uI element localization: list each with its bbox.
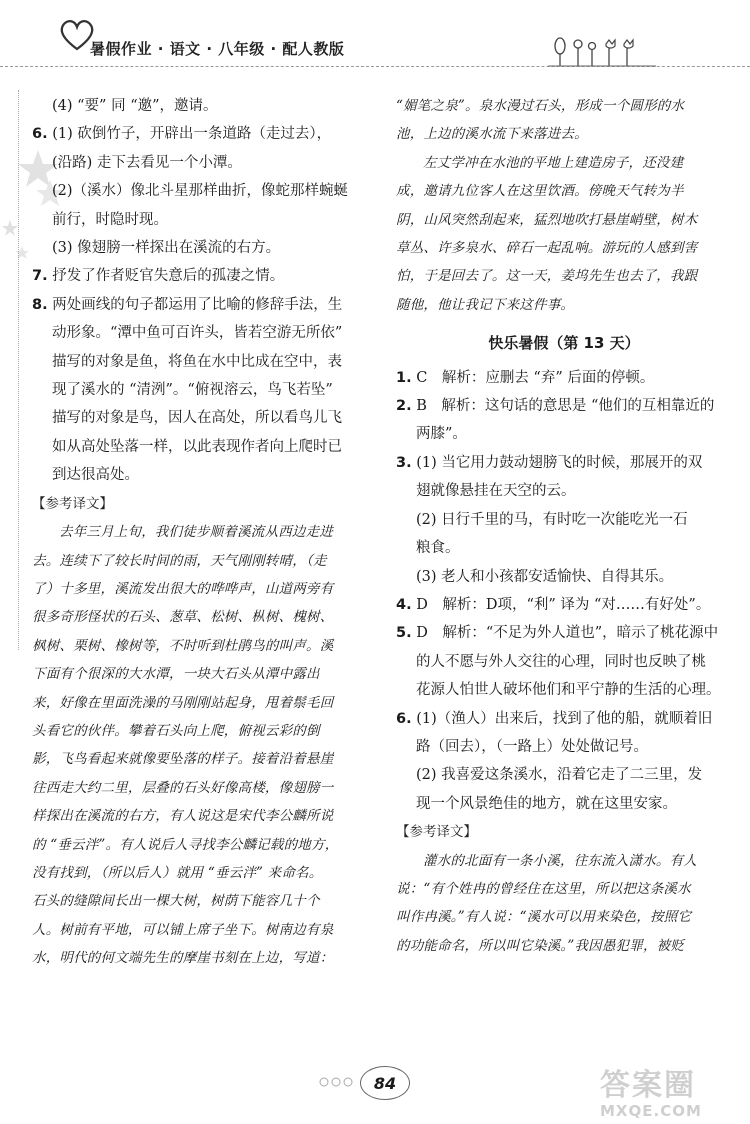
right-column xyxy=(396,92,732,960)
translation-line: 灌水的北面有一条小溪，往东流入潇水。有人 xyxy=(423,852,697,869)
translation-line: 随他，他让我记下来这件事。 xyxy=(396,296,575,313)
answer-line: (2) 日行千里的马，有时吃一次能吃光一石 xyxy=(416,511,688,528)
translation-line: 左丈学冲在水池的平地上建造房子，还没建 xyxy=(423,154,684,171)
answer-line: 翅就像悬挂在天空的云。 xyxy=(416,483,576,500)
translation-line: 样探出在溪流的右方，有人说这是宋代李公麟所说 xyxy=(32,808,334,825)
translation-line: 人。树前有平地，可以铺上席子坐下。树南边有泉 xyxy=(32,921,334,938)
translation-line: 说：“有个姓冉的曾经住在这里，所以把这条溪水 xyxy=(396,880,691,897)
answer-line: 花源人怕世人破坏他们和平宁静的生活的心理。 xyxy=(416,682,721,699)
translation-line: 了）十多里，溪流发出很大的哗哗声，山道两旁有 xyxy=(32,580,334,597)
reference-translation-label: 【参考译文】 xyxy=(396,824,477,841)
translation-line: 怕，于是回去了。这一天，姜坞先生也去了，我跟 xyxy=(396,268,698,285)
translation-line: 水，明代的何文端先生的摩崖书刻在上边，写道： xyxy=(32,950,334,967)
answer-line: 到达很高处。 xyxy=(52,467,139,484)
translation-line: 去。连续下了较长时间的雨，天气刚刚转晴，（走 xyxy=(32,552,327,569)
margin-dotted-line xyxy=(18,90,19,650)
watermark-logo xyxy=(600,1060,740,1120)
decorative-dots-icon xyxy=(318,1072,358,1092)
translation-line: 来，好像在里面洗澡的马刚刚站起身，甩着鬃毛回 xyxy=(32,694,334,711)
translation-line: 枫树、栗树、橡树等，不时听到杜鹃鸟的叫声。溪 xyxy=(32,637,334,654)
answer-line: (1) 砍倒竹子，开辟出一条道路（走过去）， xyxy=(52,126,332,143)
translation-line: 池，上边的溪水流下来落进去。 xyxy=(396,126,588,143)
question-number: 2. xyxy=(396,398,412,415)
answer-line: 两处画线的句子都运用了比喻的修辞手法，生 xyxy=(52,296,343,313)
translation-line: 往西走大约二里，层叠的石头好像高楼，像翅膀一 xyxy=(32,779,334,796)
translation-line: 很多奇形怪状的石头、葱草、松树、枞树、槐树、 xyxy=(32,609,334,626)
answer-line: (3) 像翅膀一样探出在溪流的右方。 xyxy=(52,240,281,257)
answer-line: D 解析：D项，“利” 译为 “对……有好处”。 xyxy=(416,596,711,613)
answer-line: (4) “要” 同 “邀”，邀请。 xyxy=(52,98,218,114)
translation-line: “媚笔之泉”。泉水漫过石头，形成一个圆形的水 xyxy=(396,98,685,114)
translation-line: 叫作冉溪。”有人说：“溪水可以用来染色，按照它 xyxy=(396,909,692,926)
question-number: 6. xyxy=(396,710,412,727)
answer-line: B 解析：这句话的意思是 “他们的互相靠近的 xyxy=(416,398,715,415)
answer-line: 如从高处坠落一样，以此表现作者向上爬时已 xyxy=(52,438,342,455)
answer-line: C 解析：应删去 “弃” 后面的停顿。 xyxy=(416,369,655,386)
translation-line: 的功能命名，所以叫它染溪。”我因愚犯罪，被贬 xyxy=(396,937,685,954)
question-number: 5. xyxy=(396,625,412,642)
reference-translation-label: 【参考译文】 xyxy=(32,495,113,512)
answer-line: 路（回去），（一路上）处处做记号。 xyxy=(416,738,648,755)
translation-line: 影，飞鸟看起来就像要坠落的样子。接着沿着悬崖 xyxy=(32,751,334,768)
translation-line: 去年三月上旬，我们徒步顺着溪流从西边走进 xyxy=(59,524,333,541)
answer-line: (1) 当它用力鼓动翅膀飞的时候，那展开的双 xyxy=(416,454,703,471)
question-number: 4. xyxy=(396,596,412,613)
answer-line: 描写的对象是鱼，将鱼在水中比成在空中，表 xyxy=(52,353,342,370)
question-number: 6. xyxy=(32,126,48,143)
answer-line: 动形象。“潭中鱼可百许头，皆若空游无所依” xyxy=(52,325,343,342)
answer-line: (沿路) 走下去看见一个小潭。 xyxy=(52,154,242,171)
answer-line: 前行，时隐时现。 xyxy=(52,211,168,228)
translation-line: 的 “垂云泮”。有人说后人寻找李公麟记载的地方， xyxy=(32,836,339,853)
page-number: 84 xyxy=(360,1066,410,1100)
answer-line: 现了溪水的 “清洌”。“俯视溶云，鸟飞若坠” xyxy=(52,382,333,399)
translation-line: 下面有个很深的大水潭，一块大石头从潭中露出 xyxy=(32,666,320,683)
question-number: 8. xyxy=(32,296,48,313)
answer-line: 的人不愿与外人交往的心理，同时也反映了桃 xyxy=(416,653,706,670)
answer-line: 抒发了作者贬官失意后的孤凄之情。 xyxy=(52,268,285,285)
answer-line: (2) 我喜爱这条溪水，沿着它走了二三里，发 xyxy=(416,767,703,784)
answer-line: 现一个风景绝佳的地方，就在这里安家。 xyxy=(416,795,677,812)
page-header xyxy=(0,0,750,80)
answer-line: D 解析：“不足为外人道也”，暗示了桃花源中 xyxy=(416,625,719,642)
translation-line: 草丛、许多泉水、碎石一起乱响。游玩的人感到害 xyxy=(396,240,698,257)
translation-line: 阴，山风突然刮起来，猛烈地吹打悬崖峭壁，树木 xyxy=(396,211,698,228)
flowers-icon xyxy=(548,36,658,68)
left-column xyxy=(32,92,394,973)
answer-line: (1)（渔人）出来后，找到了他的船，就顺着旧 xyxy=(416,710,713,727)
watermark-text: 答案圈 xyxy=(600,1068,696,1103)
translation-line: 头看它的伙伴。攀着石头向上爬，俯视云彩的倒 xyxy=(32,722,320,739)
translation-line: 没有找到，（所以后人）就用 “垂云泮” 来命名。 xyxy=(32,864,323,881)
header-title: 暑假作业 · 语文 · 八年级 · 配人教版 xyxy=(90,40,345,58)
answer-line: 两膝”。 xyxy=(416,426,467,443)
translation-line: 石头的缝隙间长出一棵大树，树荫下能容几十个 xyxy=(32,893,320,910)
watermark-url: MXQE.COM xyxy=(600,1102,702,1120)
question-number: 3. xyxy=(396,454,412,471)
answer-line: 粮食。 xyxy=(416,540,460,557)
translation-line: 成，邀请九位客人在这里饮酒。傍晚天气转为半 xyxy=(396,183,684,200)
question-number: 7. xyxy=(32,268,48,285)
question-number: 1. xyxy=(396,369,412,386)
section-title: 快乐暑假（第 13 天） xyxy=(488,334,640,353)
answer-line: (2)（溪水）像北斗星那样曲折，像蛇那样蜿蜒 xyxy=(52,183,349,200)
answer-line: (3) 老人和小孩都安适愉快、自得其乐。 xyxy=(416,568,674,585)
answer-line: 描写的对象是鸟，因人在高处，所以看鸟儿飞 xyxy=(52,410,342,427)
